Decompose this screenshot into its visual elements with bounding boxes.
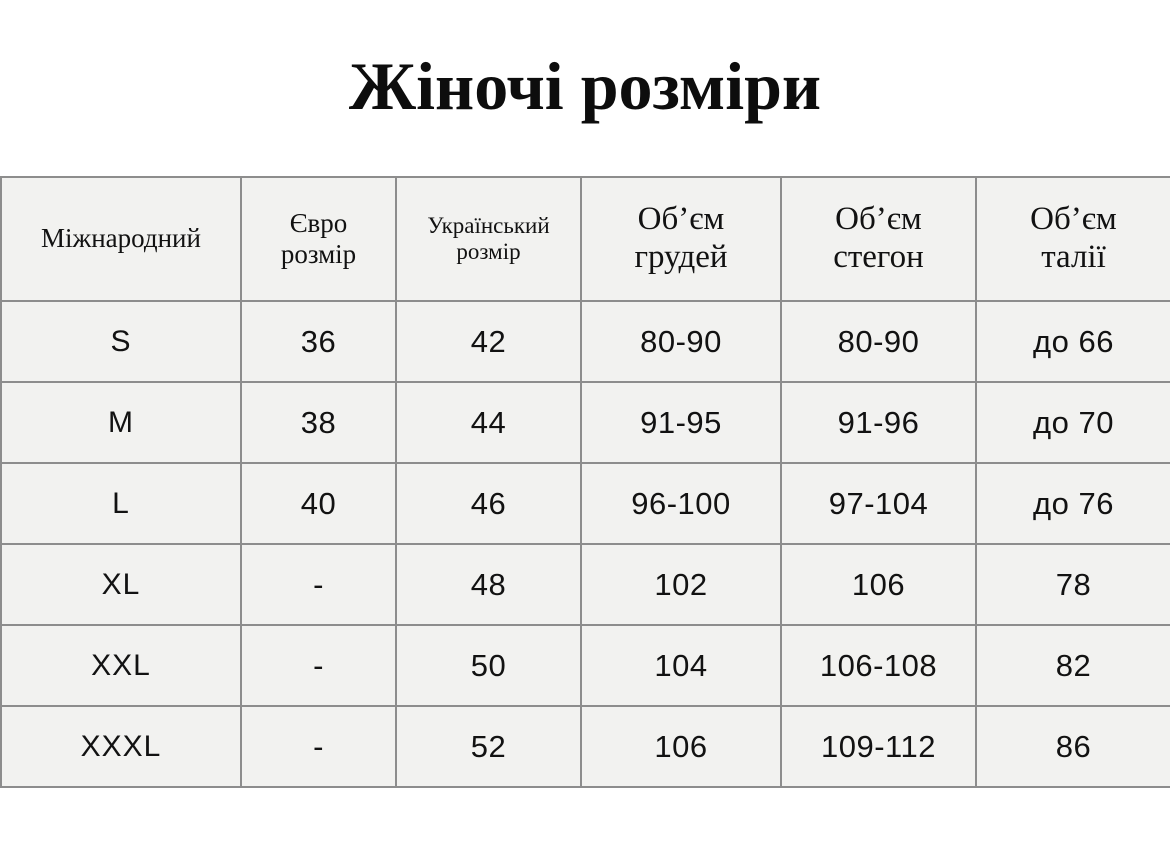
cell-euro: 40 bbox=[241, 463, 396, 544]
cell-international: S bbox=[1, 301, 241, 382]
cell-bust: 80-90 bbox=[581, 301, 781, 382]
column-header-hips-line2: стегон bbox=[833, 239, 924, 275]
cell-international: XL bbox=[1, 544, 241, 625]
table-header bbox=[1, 177, 1170, 301]
column-header-waist bbox=[976, 177, 1170, 301]
cell-bust: 102 bbox=[581, 544, 781, 625]
column-header-bust-line1: Об’єм bbox=[637, 201, 725, 238]
table-row bbox=[1, 301, 1170, 382]
column-header-bust-line2: грудей bbox=[634, 239, 728, 275]
cell-waist: до 70 bbox=[976, 382, 1170, 463]
column-header-waist-line2: талії bbox=[1041, 239, 1106, 275]
cell-ukrainian: 46 bbox=[396, 463, 581, 544]
cell-hips: 106-108 bbox=[781, 625, 976, 706]
column-header-euro bbox=[241, 177, 396, 301]
table-body bbox=[1, 301, 1170, 787]
table-row bbox=[1, 544, 1170, 625]
cell-hips: 109-112 bbox=[781, 706, 976, 787]
column-header-ukrainian bbox=[396, 177, 581, 301]
cell-ukrainian: 44 bbox=[396, 382, 581, 463]
cell-international: L bbox=[1, 463, 241, 544]
cell-euro: - bbox=[241, 544, 396, 625]
table-row bbox=[1, 706, 1170, 787]
column-header-hips-line1: Об’єм bbox=[835, 201, 922, 238]
column-header-ukrainian-line2: розмір bbox=[456, 239, 521, 264]
cell-ukrainian: 52 bbox=[396, 706, 581, 787]
cell-ukrainian: 48 bbox=[396, 544, 581, 625]
size-table-container bbox=[0, 176, 1170, 788]
cell-ukrainian: 50 bbox=[396, 625, 581, 706]
column-header-euro-line2: розмір bbox=[280, 239, 357, 269]
cell-international: XXL bbox=[1, 625, 241, 706]
cell-euro: - bbox=[241, 706, 396, 787]
table-row bbox=[1, 625, 1170, 706]
cell-waist: 82 bbox=[976, 625, 1170, 706]
size-table bbox=[0, 176, 1170, 788]
cell-bust: 106 bbox=[581, 706, 781, 787]
cell-euro: - bbox=[241, 625, 396, 706]
column-header-euro-line1: Євро bbox=[289, 207, 348, 238]
cell-waist: 86 bbox=[976, 706, 1170, 787]
cell-hips: 91-96 bbox=[781, 382, 976, 463]
cell-hips: 106 bbox=[781, 544, 976, 625]
cell-ukrainian: 42 bbox=[396, 301, 581, 382]
column-header-international-label: Міжнародний bbox=[41, 223, 201, 254]
cell-euro: 38 bbox=[241, 382, 396, 463]
cell-hips: 80-90 bbox=[781, 301, 976, 382]
cell-international: XXXL bbox=[1, 706, 241, 787]
cell-hips: 97-104 bbox=[781, 463, 976, 544]
column-header-bust bbox=[581, 177, 781, 301]
cell-bust: 91-95 bbox=[581, 382, 781, 463]
column-header-hips bbox=[781, 177, 976, 301]
cell-bust: 104 bbox=[581, 625, 781, 706]
cell-waist: 78 bbox=[976, 544, 1170, 625]
cell-euro: 36 bbox=[241, 301, 396, 382]
table-row bbox=[1, 463, 1170, 544]
column-header-waist-line1: Об’єм bbox=[1030, 201, 1117, 238]
column-header-international bbox=[1, 177, 241, 301]
page-title: Жіночі розміри bbox=[348, 48, 822, 124]
column-header-ukrainian-line1: Український bbox=[427, 212, 550, 238]
cell-international: M bbox=[1, 382, 241, 463]
table-header-row bbox=[1, 177, 1170, 301]
cell-waist: до 66 bbox=[976, 301, 1170, 382]
cell-waist: до 76 bbox=[976, 463, 1170, 544]
table-row bbox=[1, 382, 1170, 463]
cell-bust: 96-100 bbox=[581, 463, 781, 544]
